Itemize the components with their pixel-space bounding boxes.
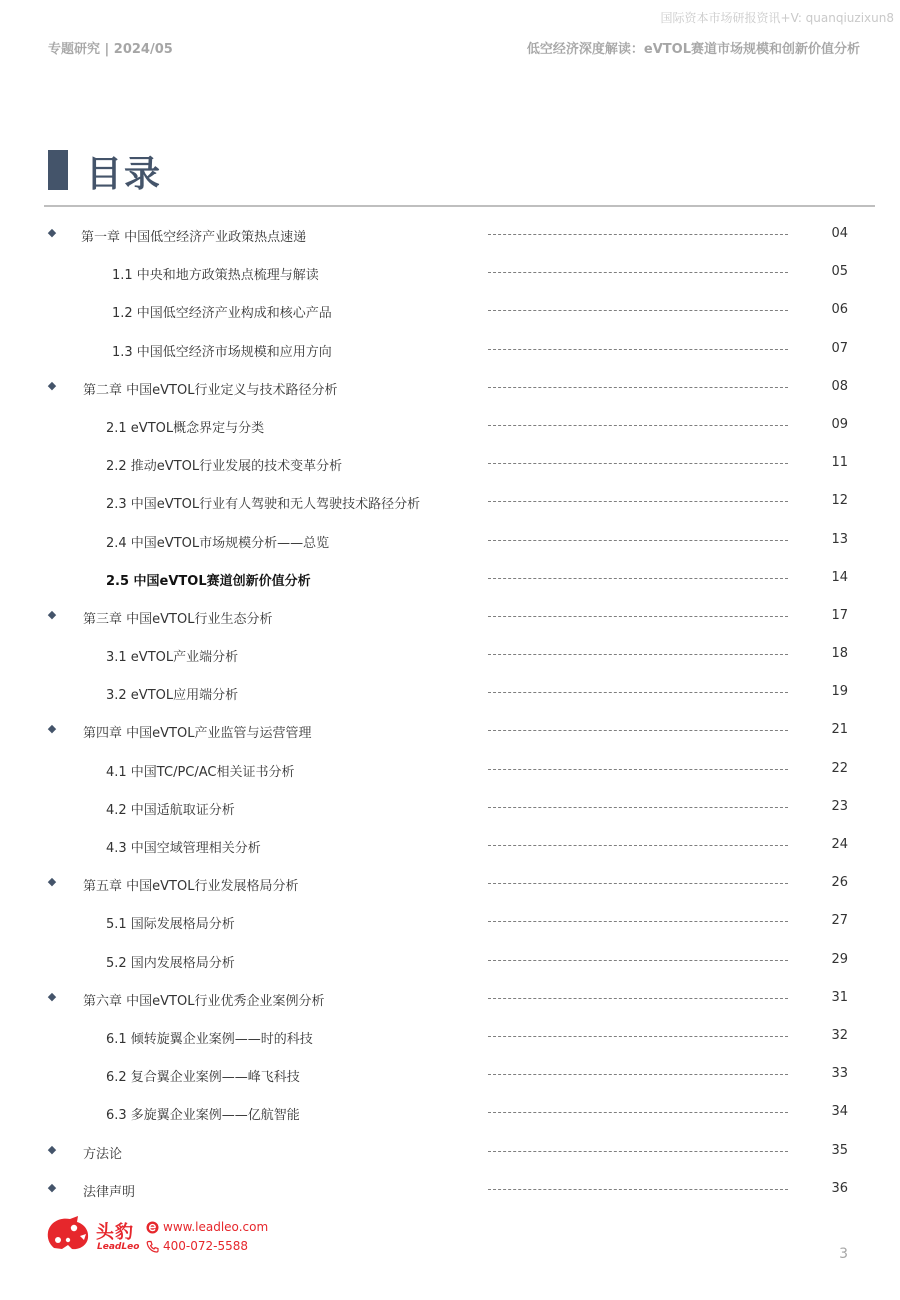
toc-entry[interactable] [0,789,900,827]
toc-entry[interactable] [0,331,900,369]
toc-entry-label: 6.2 复合翼企业案例——峰飞科技 [106,1070,300,1086]
toc-entry-page: 26 [831,875,848,891]
toc-entry-page: 21 [831,722,848,738]
toc-entry-label: 2.2 推动eVTOL行业发展的技术变革分析 [106,459,343,475]
leader-dots [488,998,788,999]
toc-entry-current[interactable] [0,560,900,598]
toc-entry[interactable] [0,445,900,483]
leader-dots [488,769,788,770]
leader-dots [488,1189,788,1190]
leader-dots [488,425,788,426]
leader-dots [488,1036,788,1037]
toc-entry-label: 4.1 中国TC/PC/AC相关证书分析 [106,764,295,780]
toc-entry-label: 3.2 eVTOL应用端分析 [106,688,239,704]
leader-dots [488,807,788,808]
diamond-bullet-icon: ◆ [47,607,57,621]
header-left: 专题研究 | 2024/05 [48,42,173,57]
toc-entry[interactable] [0,636,900,674]
toc-entry-page: 04 [831,226,848,241]
leader-dots [488,463,788,464]
toc-entry-page: 36 [831,1180,848,1196]
toc-entry-label: 第四章 中国eVTOL产业监管与运营管理 [83,726,312,742]
toc-entry-page: 12 [831,493,848,509]
toc-entry-label: 2.4 中国eVTOL市场规模分析——总览 [106,535,330,551]
phone-icon [146,1240,159,1253]
toc-entry-page: 35 [831,1142,848,1158]
toc-entry-page: 17 [831,607,848,623]
toc-entry-page: 05 [831,264,848,280]
leader-dots [488,1074,788,1075]
toc-entry-label: 5.2 国内发展格局分析 [106,955,235,971]
leader-dots [488,349,788,350]
leader-dots [488,960,788,961]
toc-entry-page: 06 [831,302,848,318]
phone-number: 400-072-5588 [163,1239,249,1253]
toc-entry[interactable] [0,483,900,521]
toc-entry-page: 24 [831,837,848,852]
toc-entry-label: 第六章 中国eVTOL行业优秀企业案例分析 [83,993,325,1009]
toc-entry-page: 29 [831,951,848,967]
toc-entry[interactable] [0,216,900,254]
toc-entry[interactable] [0,369,900,407]
toc-entry[interactable] [0,942,900,980]
header-right: 低空经济深度解读：eVTOL赛道市场规模和创新价值分析 [526,42,860,57]
diamond-bullet-icon: ◆ [47,989,57,1003]
toc-entry-label: 1.3 中国低空经济市场规模和应用方向 [112,344,332,360]
page-title: 目录 [86,154,163,195]
toc-entry-page: 14 [831,569,848,585]
toc-entry[interactable] [0,903,900,941]
title-accent-bar [48,150,68,190]
toc-entry-label: 1.2 中国低空经济产业构成和核心产品 [112,306,332,322]
toc-entry[interactable] [0,827,900,865]
leader-dots [488,234,788,235]
diamond-bullet-icon: ◆ [47,1142,57,1156]
toc-entry-label: 第三章 中国eVTOL行业生态分析 [83,611,273,627]
toc-entry[interactable] [0,407,900,445]
toc-entry[interactable] [0,254,900,292]
page-number: 3 [839,1246,848,1262]
toc-entry-page: 22 [831,760,848,776]
toc-entry-label: 2.5 中国eVTOL赛道创新价值分析 [106,573,311,589]
leader-dots [488,310,788,311]
toc-entry-label: 第五章 中国eVTOL行业发展格局分析 [83,879,299,895]
toc-entry[interactable] [0,674,900,712]
leader-dots [488,921,788,922]
leader-dots [488,272,788,273]
toc-entry-page: 18 [831,646,848,662]
toc-entry[interactable] [0,712,900,750]
toc-entry-page: 09 [831,416,848,432]
diamond-bullet-icon: ◆ [47,226,57,239]
diamond-bullet-icon: ◆ [47,1180,57,1194]
leader-dots [488,578,788,579]
toc-entry[interactable] [0,751,900,789]
watermark: 国际资本市场研报资讯+V: quanqiuzixun8 [660,11,894,25]
website-link[interactable]: www.leadleo.com [163,1220,269,1234]
toc-entry-label: 1.1 中央和地方政策热点梳理与解读 [112,268,319,284]
toc-entry-page: 34 [831,1104,848,1120]
toc-entry[interactable] [0,1094,900,1132]
diamond-bullet-icon: ◆ [47,722,57,736]
toc-entry-label: 5.1 国际发展格局分析 [106,917,235,933]
toc-entry-label: 4.2 中国适航取证分析 [106,802,235,818]
toc-entry-page: 32 [831,1027,848,1043]
leader-dots [488,1151,788,1152]
toc-entry-page: 13 [831,531,848,547]
toc-entry[interactable] [0,522,900,560]
toc-entry-label: 第一章 中国低空经济产业政策热点速递 [81,230,307,245]
toc-entry-label: 第二章 中国eVTOL行业定义与技术路径分析 [83,382,338,398]
brand-name-en: LeadLeo [97,1242,140,1252]
toc-entry-page: 19 [831,684,848,700]
toc-entry[interactable] [0,1133,900,1171]
toc-entry[interactable] [0,1171,900,1209]
leader-dots [488,1112,788,1113]
diamond-bullet-icon: ◆ [47,378,57,392]
leader-dots [488,883,788,884]
toc-entry[interactable] [0,980,900,1018]
toc-entry[interactable] [0,1018,900,1056]
toc-entry-label: 4.3 中国空域管理相关分析 [106,841,261,856]
leopard-logo-icon [44,1214,92,1252]
toc-entry[interactable] [0,292,900,330]
toc-entry-page: 07 [831,340,848,356]
toc-entry-label: 2.3 中国eVTOL行业有人驾驶和无人驾驶技术路径分析 [106,497,421,513]
toc-entry-page: 08 [831,378,848,394]
leader-dots [488,730,788,731]
leader-dots [488,501,788,502]
toc-entry-page: 23 [831,798,848,814]
toc-entry-label: 6.1 倾转旋翼企业案例——时的科技 [106,1031,313,1047]
toc-entry[interactable] [0,1056,900,1094]
e-icon [146,1221,159,1234]
table-of-contents [0,216,900,1209]
toc-entry-label: 6.3 多旋翼企业案例——亿航智能 [106,1108,300,1124]
toc-entry-page: 11 [831,455,848,471]
leader-dots [488,654,788,655]
leader-dots [488,845,788,846]
toc-entry-page: 33 [831,1066,848,1082]
diamond-bullet-icon: ◆ [47,875,57,889]
toc-entry-page: 31 [831,989,848,1005]
leader-dots [488,540,788,541]
brand-name: 头豹 [96,1222,134,1243]
toc-entry-label: 3.1 eVTOL产业端分析 [106,650,239,666]
leader-dots [488,387,788,388]
toc-entry-label: 方法论 [83,1146,123,1162]
toc-entry[interactable] [0,598,900,636]
toc-entry-label: 法律声明 [83,1184,136,1200]
toc-entry-label: 2.1 eVTOL概念界定与分类 [106,420,265,436]
leader-dots [488,692,788,693]
leader-dots [488,616,788,617]
toc-entry-page: 27 [831,913,848,929]
toc-entry[interactable] [0,865,900,903]
title-divider [44,205,875,207]
